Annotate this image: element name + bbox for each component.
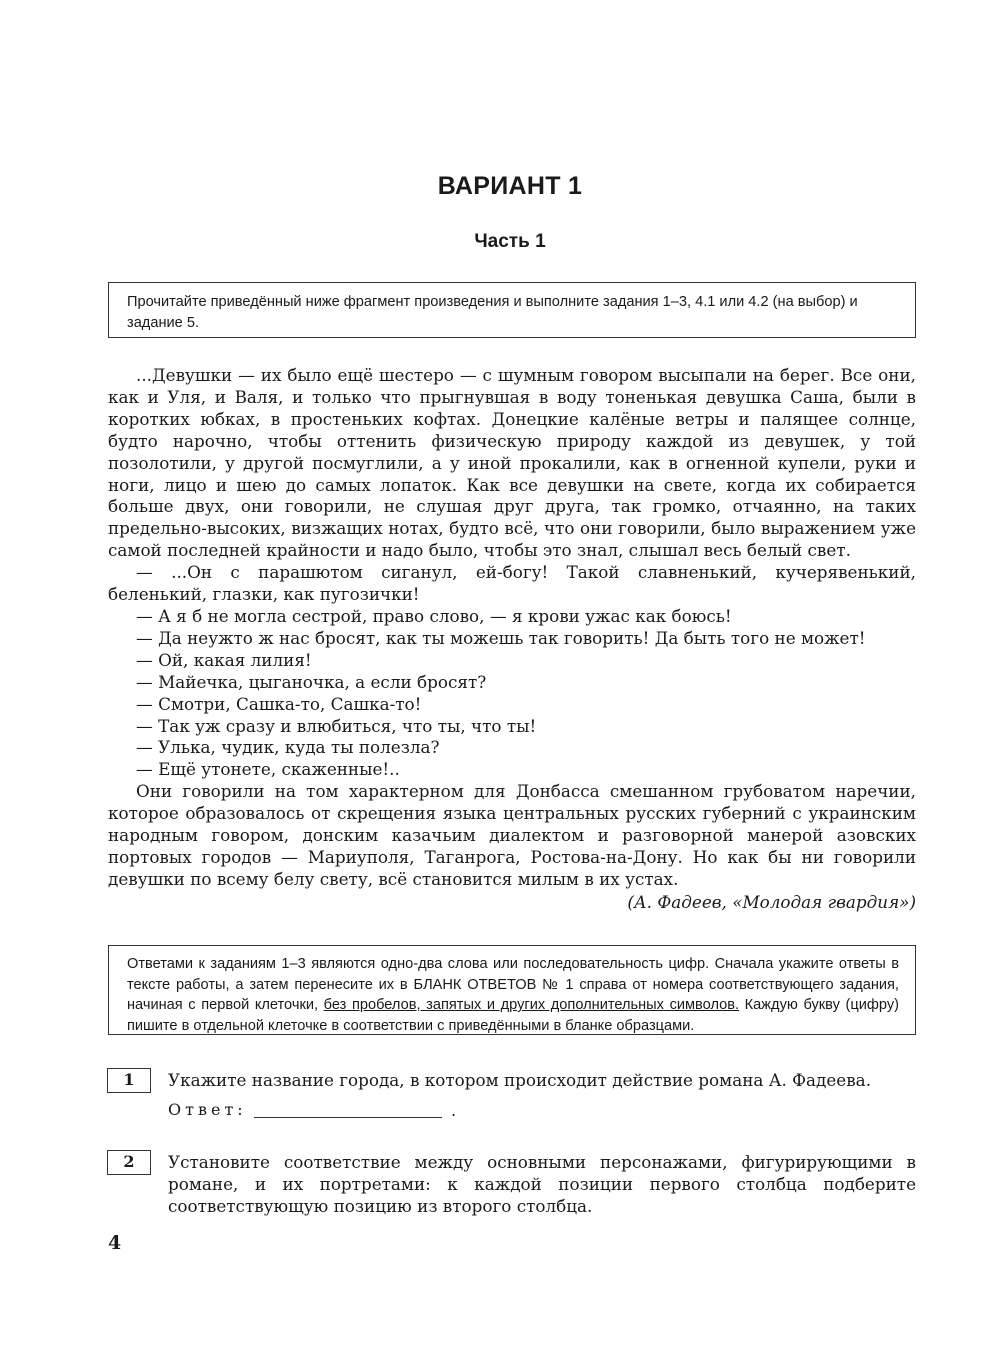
attribution: (А. Фадеев, «Молодая гвардия») (627, 892, 916, 912)
dialogue-line: — Ещё утонете, скаженные!.. (136, 759, 400, 780)
dialogue-line: — Смотри, Сашка-то, Сашка-то! (136, 693, 422, 714)
answer-label: Ответ: (168, 1100, 247, 1119)
answers-text-underlined: без пробелов, запятых и других дополнительных символов. (323, 997, 740, 1013)
part-title: Часть 1 (474, 231, 546, 252)
answers-instruction-text (127, 954, 899, 1036)
page-number: 4 (108, 1232, 122, 1254)
dialogue-line: — Ой, какая лилия! (136, 649, 312, 670)
dialogue-line: — Майечка, цыганочка, а если бросят? (136, 671, 487, 692)
answer-field[interactable] (254, 1117, 442, 1118)
instruction-box (108, 282, 916, 338)
dialogue-line: — Да неужто ж нас бросят, как ты можешь так говорить! Да быть того не может! (136, 627, 866, 648)
answer-terminator: . (451, 1101, 457, 1120)
task-number-2: 2 (107, 1150, 151, 1175)
dialogue-line: — А я б не могла сестрой, право слово, — я крови ужас как боюсь! (136, 605, 732, 626)
passage-paragraph: ...Девушки — их было ещё шестеро — с шумным говором высыпали на берег. Все они, как и Уля, и Валя, и только что прыгнувшая в воду тоненькая девушка Саша, были в коротких юбках, в простеньких кофтах. Донецкие калёные ветры и палящее солнце, будто нарочно, чтобы оттенить физическую природу каждой из девушек, у той позолотили, у другой посмуглили, а у иной прокалили, как в огненной купели, руки и ноги, лицо и шею до самых лопаток. Как все девушки на свете, когда их собирается больше двух, они говорили, не слушая друг друга, так громко, отчаянно, на таких предельно-высоких, визжащих нотах, будто всё, что они говорили, было выражением уже самой последней крайности и надо было, чтобы это знал, слышал весь белый свет. (108, 365, 916, 561)
task-number-1: 1 (107, 1068, 151, 1093)
dialogue-line: — Так уж сразу и влюбиться, что ты, что ты! (136, 715, 537, 736)
literary-passage (108, 365, 916, 891)
answers-text-after: Каждую букву (цифру) пишите в отдельной клеточке в соответствии с приведёнными в бланке образцами. (127, 997, 899, 1034)
task-text-1: Укажите название города, в котором происходит действие романа А. Фадеева. (168, 1070, 872, 1090)
variant-title: ВАРИАНТ 1 (437, 172, 583, 200)
passage-paragraph: Они говорили на том характерном для Донбасса смешанном грубоватом наречии, которое образовалось от скрещения языка центральных русских губерний с украинским народным говором, донским казачьим диалектом и разговорной манерой азовских портовых городов — Мариуполя, Таганрога, Ростова-на-Дону. Но как бы ни говорили девушки по всему белу свету, всё становится милым в их устах. (108, 781, 916, 889)
task-text-2: Установите соответствие между основными персонажами, фигурирующими в романе, и их портретами: к каждой позиции первого столбца подберите соответствующую позицию из второго столбца. (168, 1152, 916, 1216)
passage-paragraph: — ...Он с парашютом сиганул, ей-богу! Такой славненький, кучерявенький, беленький, глазки, как пугозички! (108, 562, 916, 605)
answers-text-before: Ответами к заданиям 1–3 являются одно-два слова или последовательность цифр. Сначала укажите ответы в тексте работы, а затем перенесите их в БЛАНК ОТВЕТОВ № 1 справа от номера соответствующего задания, начиная с первой клеточки, (127, 956, 899, 1013)
answers-instruction-box (108, 945, 916, 1035)
dialogue-line: — Улька, чудик, куда ты полезла? (136, 737, 440, 758)
instruction-text: Прочитайте приведённый ниже фрагмент произведения и выполните задания 1–3, 4.1 или 4.2 (на выбор) и задание 5. (127, 294, 858, 331)
